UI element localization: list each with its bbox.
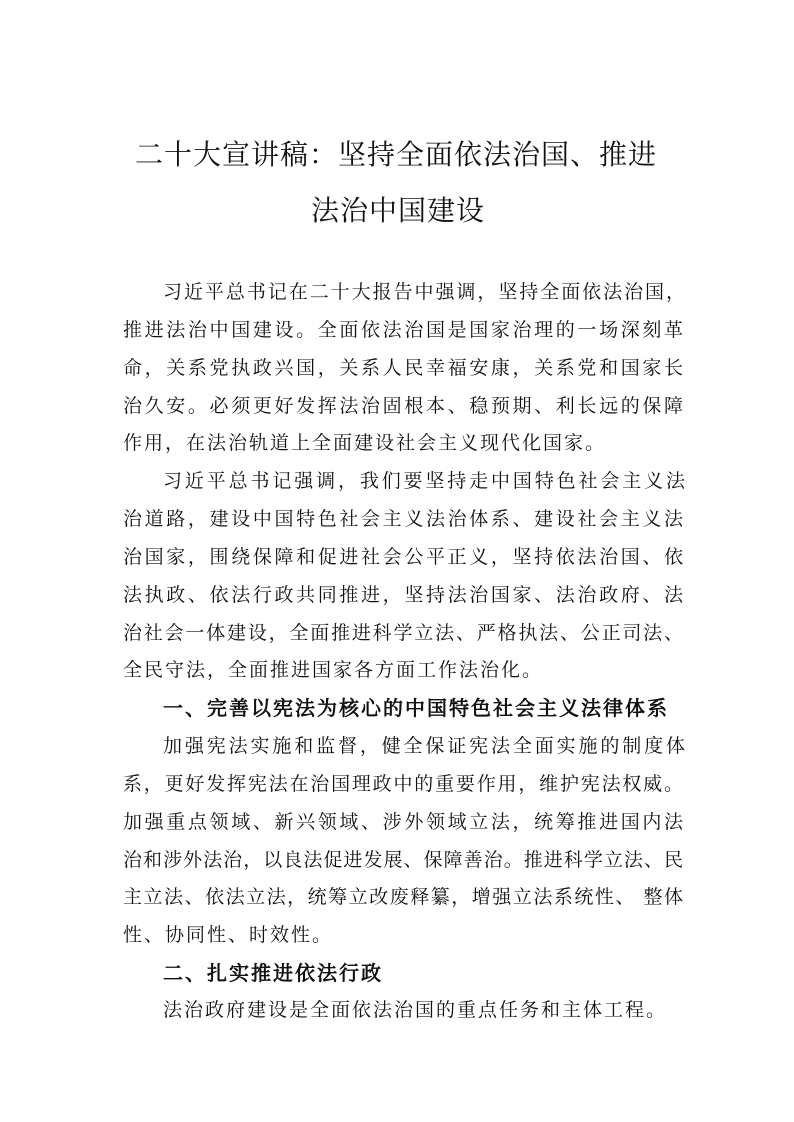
text-line: 习近平总书记强调，我们要坚持走中国特色社会主义法 [163, 470, 685, 492]
text-line: 治国家，围绕保障和促进社会公平正义，坚持依法治国、依 [123, 546, 683, 568]
text-line: 法执政、依法行政共同推进，坚持法治国家、法治政府、法 [123, 584, 683, 606]
text-line: 主立法、依法立法，统筹立改废释纂，增强立法系统性、 整体 [123, 886, 683, 908]
text-line: 治道路，建设中国特色社会主义法治体系、建设社会主义法 [123, 508, 683, 530]
text-line: 全民守法，全面推进国家各方面工作法治化。 [123, 659, 544, 681]
text-line: 加强重点领域、新兴领域、涉外领域立法，统筹推进国内法 [123, 811, 683, 833]
text-line: 习近平总书记在二十大报告中强调，坚持全面依法治国， [163, 281, 685, 303]
title-line: 法治中国建设 [311, 194, 486, 227]
text-line: 系，更好发挥宪法在治国理政中的重要作用，维护宪法权威。 [123, 773, 683, 795]
title-line: 二十大宣讲稿：坚持全面依法治国、推进 [135, 138, 658, 171]
text-line: 法治政府建设是全面依法治国的重点任务和主体工程。 [163, 999, 668, 1021]
text-line: 推进法治中国建设。全面依法治国是国家治理的一场深刻革 [123, 319, 683, 341]
text-line: 性、协同性、时效性。 [123, 924, 334, 946]
text-line: 加强宪法实施和监督，健全保证宪法全面实施的制度体 [163, 735, 685, 757]
text-line: 治久安。必须更好发挥法治固根本、稳预期、利长远的保障 [123, 395, 683, 417]
section-heading: 一、完善以宪法为核心的中国特色社会主义法律体系 [163, 696, 669, 720]
text-line: 命，关系党执政兴国，关系人民幸福安康，关系党和国家长 [123, 357, 683, 379]
section-heading: 二、扎实推进依法行政 [163, 961, 383, 985]
text-line: 作用，在法治轨道上全面建设社会主义现代化国家。 [123, 432, 607, 454]
text-line: 治社会一体建设，全面推进科学立法、严格执法、公正司法、 [123, 622, 683, 644]
text-line: 治和涉外法治，以良法促进发展、保障善治。推进科学立法、民 [123, 849, 683, 871]
